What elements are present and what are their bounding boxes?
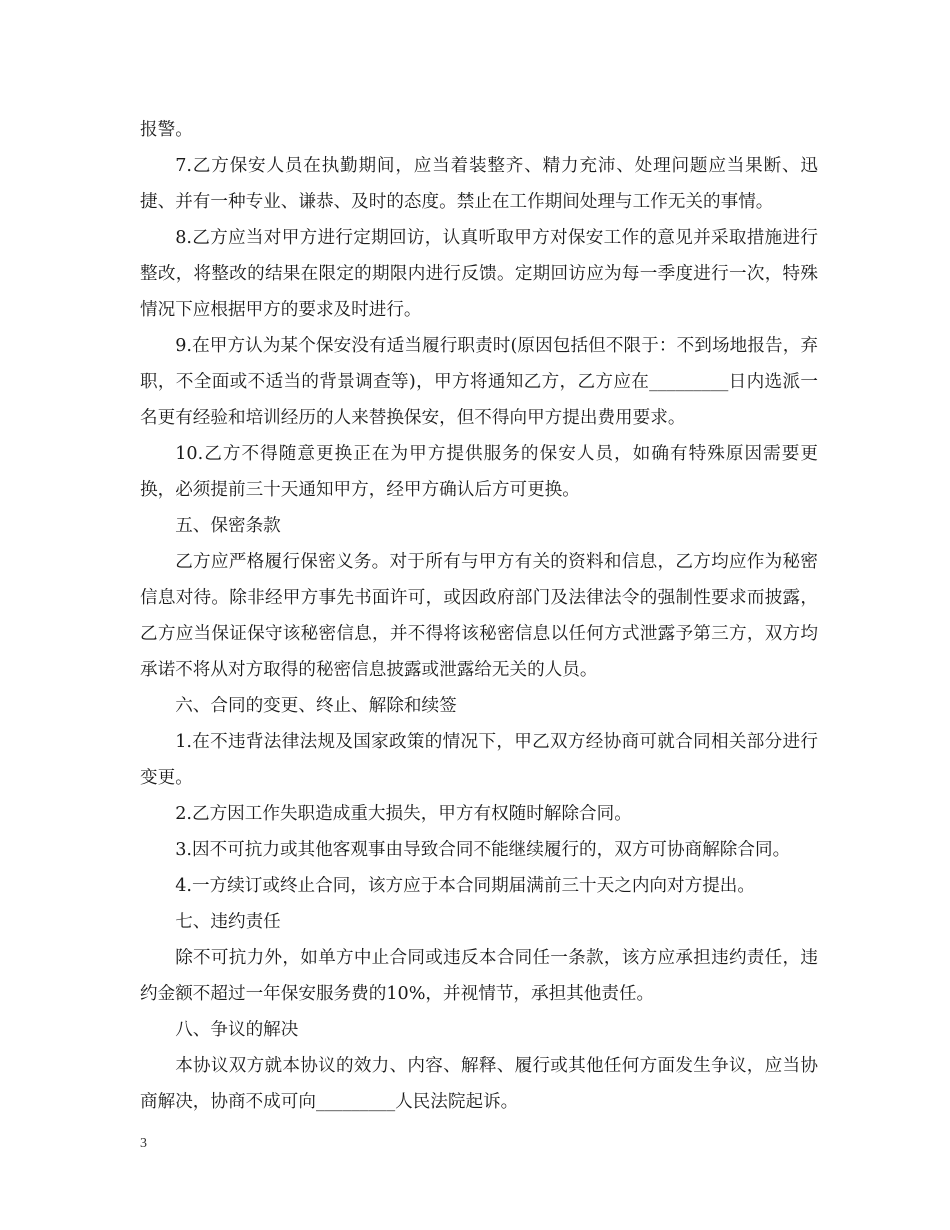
paragraph: 9.在甲方认为某个保安没有适当履行职责时(原因包括但不限于：不到场地报告，弃职，不全面或不适当的背景调查等)，甲方将通知乙方，乙方应在_________日内选派一名更有经验和培训经历的人来替换保安，但不得向甲方提出费用要求。 bbox=[140, 336, 818, 428]
paragraph: 3.因不可抗力或其他客观事由导致合同不能继续履行的，双方可协商解除合同。 bbox=[175, 840, 791, 860]
section-heading: 七、违约责任 bbox=[175, 912, 281, 932]
paragraph: 1.在不违背法律法规及国家政策的情况下，甲乙双方经协商可就合同相关部分进行变更。 bbox=[140, 732, 818, 788]
paragraph: 2.乙方因工作失职造成重大损失，甲方有权随时解除合同。 bbox=[175, 804, 632, 824]
paragraph: 除不可抗力外，如单方中止合同或违反本合同任一条款，该方应承担违约责任，违约金额不超过一年保安服务费的10%，并视情节，承担其他责任。 bbox=[140, 948, 818, 1004]
paragraph: 本协议双方就本协议的效力、内容、解释、履行或其他任何方面发生争议，应当协商解决，协商不成可向_________人民法院起诉。 bbox=[140, 1056, 818, 1112]
paragraph: 8.乙方应当对甲方进行定期回访，认真听取甲方对保安工作的意见并采取措施进行整改，将整改的结果在限定的期限内进行反馈。定期回访应为每一季度进行一次，特殊情况下应根据甲方的要求及时进行。 bbox=[140, 228, 818, 320]
section-heading: 六、合同的变更、终止、解除和续签 bbox=[175, 696, 457, 716]
paragraph: 10.乙方不得随意更换正在为甲方提供服务的保安人员，如确有特殊原因需要更换，必须提前三十天通知甲方，经甲方确认后方可更换。 bbox=[140, 444, 818, 500]
paragraph: 乙方应严格履行保密义务。对于所有与甲方有关的资料和信息，乙方均应作为秘密信息对待。除非经甲方事先书面许可，或因政府部门及法律法令的强制性要求而披露，乙方应当保证保守该秘密信息，并不得将该秘密信息以任何方式泄露予第三方，双方均承诺不将从对方取得的秘密信息披露或泄露给无关的人员。 bbox=[140, 552, 818, 680]
section-heading: 五、保密条款 bbox=[175, 516, 281, 536]
paragraph: 报警。 bbox=[140, 120, 193, 140]
section-heading: 八、争议的解决 bbox=[175, 1020, 299, 1040]
page-number: 3 bbox=[140, 1136, 147, 1151]
paragraph: 7.乙方保安人员在执勤期间，应当着装整齐、精力充沛、处理问题应当果断、迅捷、并有一种专业、谦恭、及时的态度。禁止在工作期间处理与工作无关的事情。 bbox=[140, 156, 818, 212]
paragraph: 4.一方续订或终止合同，该方应于本合同期届满前三十天之内向对方提出。 bbox=[175, 876, 755, 896]
document-body bbox=[140, 112, 818, 1120]
